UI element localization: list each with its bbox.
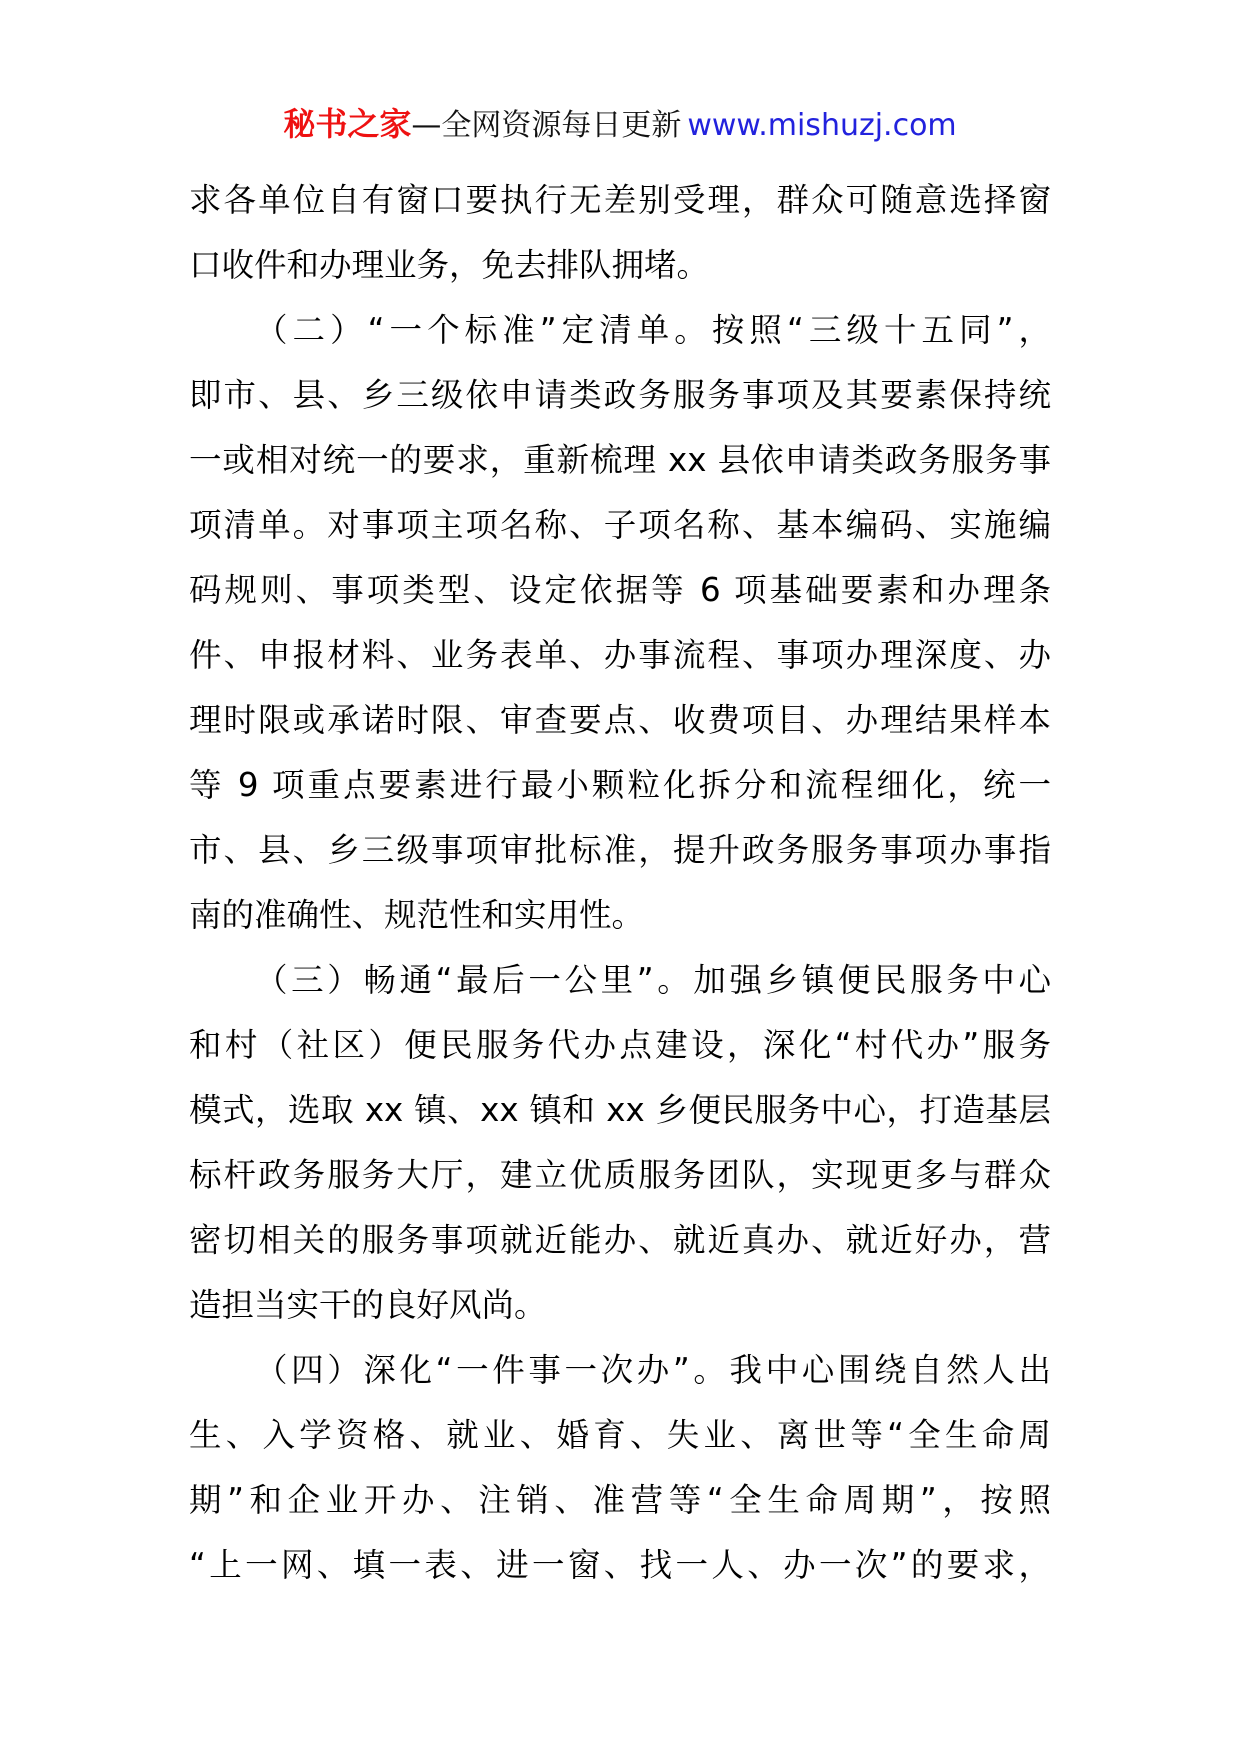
- text-line: 码规则、事项类型、设定依据等 6 项基础要素和办理条: [189, 571, 1051, 609]
- text-line: 一或相对统一的要求，重新梳理 xx 县依申请类政务服务事: [189, 441, 1051, 479]
- document-body: [189, 168, 1051, 1598]
- text-line: 期”和企业开办、注销、准营等“全生命周期”，按照: [189, 1481, 1051, 1519]
- text-line: 等 9 项重点要素进行最小颗粒化拆分和流程细化，统一: [189, 766, 1051, 804]
- text-line: 件、申报材料、业务表单、办事流程、事项办理深度、办: [189, 636, 1051, 674]
- text-line: “上一网、填一表、进一窗、找一人、办一次”的要求，: [189, 1546, 1051, 1584]
- paragraph-heading-2: （二）“一个标准”定清单。按照“三级十五同”，: [255, 311, 1051, 349]
- text-line: 市、县、乡三级事项审批标准，提升政务服务事项办事指: [189, 831, 1051, 869]
- text-line: 求各单位自有窗口要执行无差别受理，群众可随意选择窗: [189, 181, 1051, 219]
- text-line: 项清单。对事项主项名称、子项名称、基本编码、实施编: [189, 506, 1051, 544]
- text-line: 模式，选取 xx 镇、xx 镇和 xx 乡便民服务中心，打造基层: [189, 1091, 1051, 1129]
- text-line: 即市、县、乡三级依申请类政务服务事项及其要素保持统: [189, 376, 1051, 414]
- text-line: 密切相关的服务事项就近能办、就近真办、就近好办，营: [189, 1221, 1051, 1259]
- text-line: 标杆政务服务大厅，建立优质服务团队，实现更多与群众: [189, 1156, 1051, 1194]
- brand-name: 秘书之家: [283, 105, 412, 143]
- header-tagline: —全网资源每日更新: [411, 108, 682, 143]
- text-line: 理时限或承诺时限、审查要点、收费项目、办理结果样本: [189, 701, 1051, 739]
- text-line: 生、入学资格、就业、婚育、失业、离世等“全生命周: [189, 1416, 1051, 1454]
- paragraph-heading-4: （四）深化“一件事一次办”。我中心围绕自然人出: [255, 1351, 1051, 1389]
- text-line: 和村（社区）便民服务代办点建设，深化“村代办”服务: [189, 1026, 1051, 1064]
- paragraph-heading-3: （三）畅通“最后一公里”。加强乡镇便民服务中心: [255, 961, 1051, 999]
- text-line: 南的准确性、规范性和实用性。: [189, 896, 645, 934]
- site-header: [0, 102, 1240, 148]
- text-line: 造担当实干的良好风尚。: [189, 1286, 547, 1324]
- site-url-link[interactable]: www.mishuzj.com: [687, 108, 957, 143]
- text-line: 口收件和办理业务，免去排队拥堵。: [189, 246, 710, 284]
